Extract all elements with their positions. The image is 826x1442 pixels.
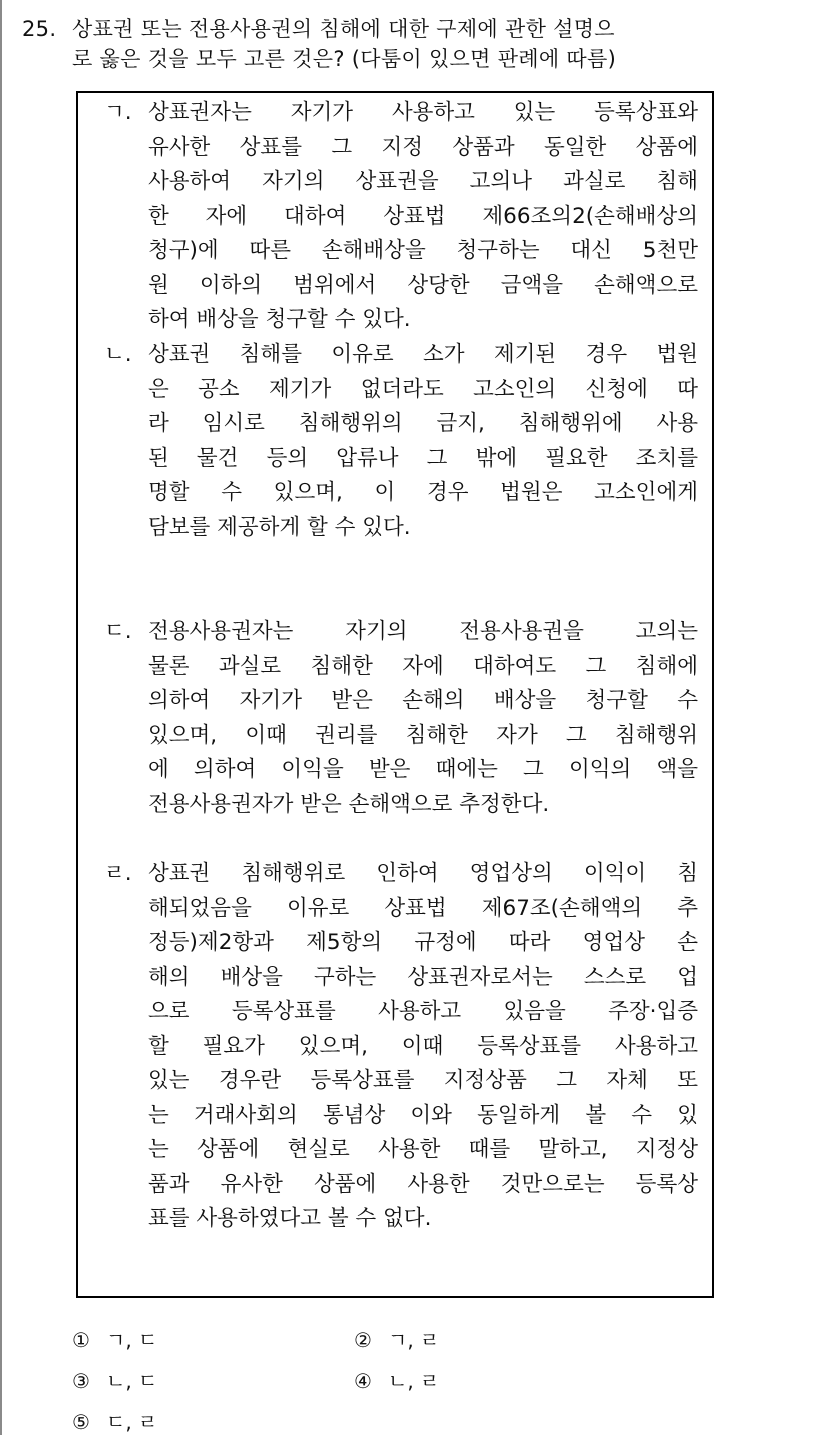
statement-line: 전용사용권자가 받은 손해액으로 추정한다. [148, 791, 550, 817]
choice-label: ㄷ, ㄹ [106, 1410, 158, 1434]
statement-line: 있으며, 이때 권리를 침해한 자가 그 침해행위 [148, 722, 698, 748]
statement-line: 청구)에 따른 손해배상을 청구하는 대신 5천만 [148, 238, 698, 263]
choice-3[interactable] [72, 1361, 157, 1401]
statement-marker: ㄱ. [104, 100, 132, 125]
choice-2[interactable] [354, 1320, 439, 1360]
choice-number: ⑤ [72, 1410, 90, 1434]
choice-label: ㄱ, ㄷ [106, 1328, 158, 1352]
statement-line: 하여 배상을 청구할 수 있다. [148, 307, 411, 332]
choice-number: ④ [354, 1369, 372, 1393]
choice-number: ② [354, 1328, 372, 1352]
choice-label: ㄴ, ㄹ [388, 1369, 440, 1393]
statement-line: 유사한 상표를 그 지정 상품과 동일한 상품에 [148, 134, 698, 160]
statement-line: 라 임시로 침해행위의 금지, 침해행위에 사용 [148, 411, 698, 436]
statement-line: 에 의하여 이익을 받은 때에는 그 이익의 액을 [148, 757, 698, 782]
statement-line: 사용하여 자기의 상표권을 고의나 과실로 침해 [148, 169, 698, 194]
question-line-2 [22, 44, 792, 74]
statement-line: 담보를 제공하게 할 수 있다. [148, 514, 411, 540]
statement-marker: ㄷ. [104, 619, 132, 644]
statement-line: 된 물건 등의 압류나 그 밖에 필요한 조치를 [148, 445, 698, 471]
statement-line: 표를 사용하였다고 볼 수 없다. [148, 1206, 432, 1231]
statement-line: 의하여 자기가 받은 손해의 배상을 청구할 수 [148, 688, 698, 713]
question-text-2: 로 옳은 것을 모두 고른 것은? (다툼이 있으면 판례에 따름) [72, 47, 617, 71]
statement-line: 정등)제2항과 제5항의 규정에 따라 영업상 손 [148, 930, 698, 955]
choice-number: ① [72, 1328, 90, 1352]
choice-label: ㄴ, ㄷ [106, 1369, 158, 1393]
question-line-1 [22, 14, 792, 44]
choice-number: ③ [72, 1369, 90, 1393]
statement-rieul [104, 857, 704, 1237]
statement-line: 명할 수 있으며, 이 경우 법원은 고소인에게 [148, 480, 698, 505]
statement-line: 는 상품에 현실로 사용한 때를 말하고, 지정상 [148, 1137, 698, 1162]
choice-1[interactable] [72, 1320, 157, 1360]
statement-line: 전용사용권자는 자기의 전용사용권을 고의는 [148, 619, 698, 644]
question-text-1: 상표권 또는 전용사용권의 침해에 대한 구제에 관한 설명으 [72, 17, 615, 41]
question-number: 25. [22, 17, 57, 41]
statement-line: 은 공소 제기가 없더라도 고소인의 신청에 따 [148, 376, 698, 402]
statement-nieun [104, 338, 704, 545]
statement-line: 있는 경우란 등록상표를 지정상품 그 자체 또 [148, 1068, 698, 1093]
statement-marker: ㄹ. [104, 861, 132, 886]
statement-line: 상표권 침해행위로 인하여 영업상의 이익이 침 [148, 861, 698, 886]
statement-line: 원 이하의 범위에서 상당한 금액을 손해액으로 [148, 272, 698, 298]
statements-box [76, 91, 714, 1298]
statement-line: 할 필요가 있으며, 이때 등록상표를 사용하고 [148, 1033, 698, 1059]
statement-line: 으로 등록상표를 사용하고 있음을 주장·입증 [148, 999, 698, 1024]
statement-line: 해의 배상을 구하는 상표권자로서는 스스로 업 [148, 964, 698, 990]
question-stem [22, 14, 792, 74]
choice-4[interactable] [354, 1361, 439, 1401]
statement-line: 해되었음을 이유로 상표법 제67조(손해액의 추 [148, 895, 698, 921]
page-left-border [0, 0, 2, 1435]
statement-marker: ㄴ. [104, 342, 132, 367]
choice-label: ㄱ, ㄹ [388, 1328, 440, 1352]
statement-line: 물론 과실로 침해한 자에 대하여도 그 침해에 [148, 653, 698, 679]
statement-giyeok [104, 96, 704, 338]
statement-line: 는 거래사회의 통념상 이와 동일하게 볼 수 있 [148, 1102, 698, 1128]
statement-line: 품과 유사한 상품에 사용한 것만으로는 등록상 [148, 1171, 698, 1197]
choice-5[interactable] [72, 1402, 157, 1442]
statement-line: 상표권자는 자기가 사용하고 있는 등록상표와 [148, 100, 698, 125]
statement-digeut [104, 615, 704, 822]
statement-line: 상표권 침해를 이유로 소가 제기된 경우 법원 [148, 342, 698, 367]
statement-line: 한 자에 대하여 상표법 제66조의2(손해배상의 [148, 203, 698, 229]
